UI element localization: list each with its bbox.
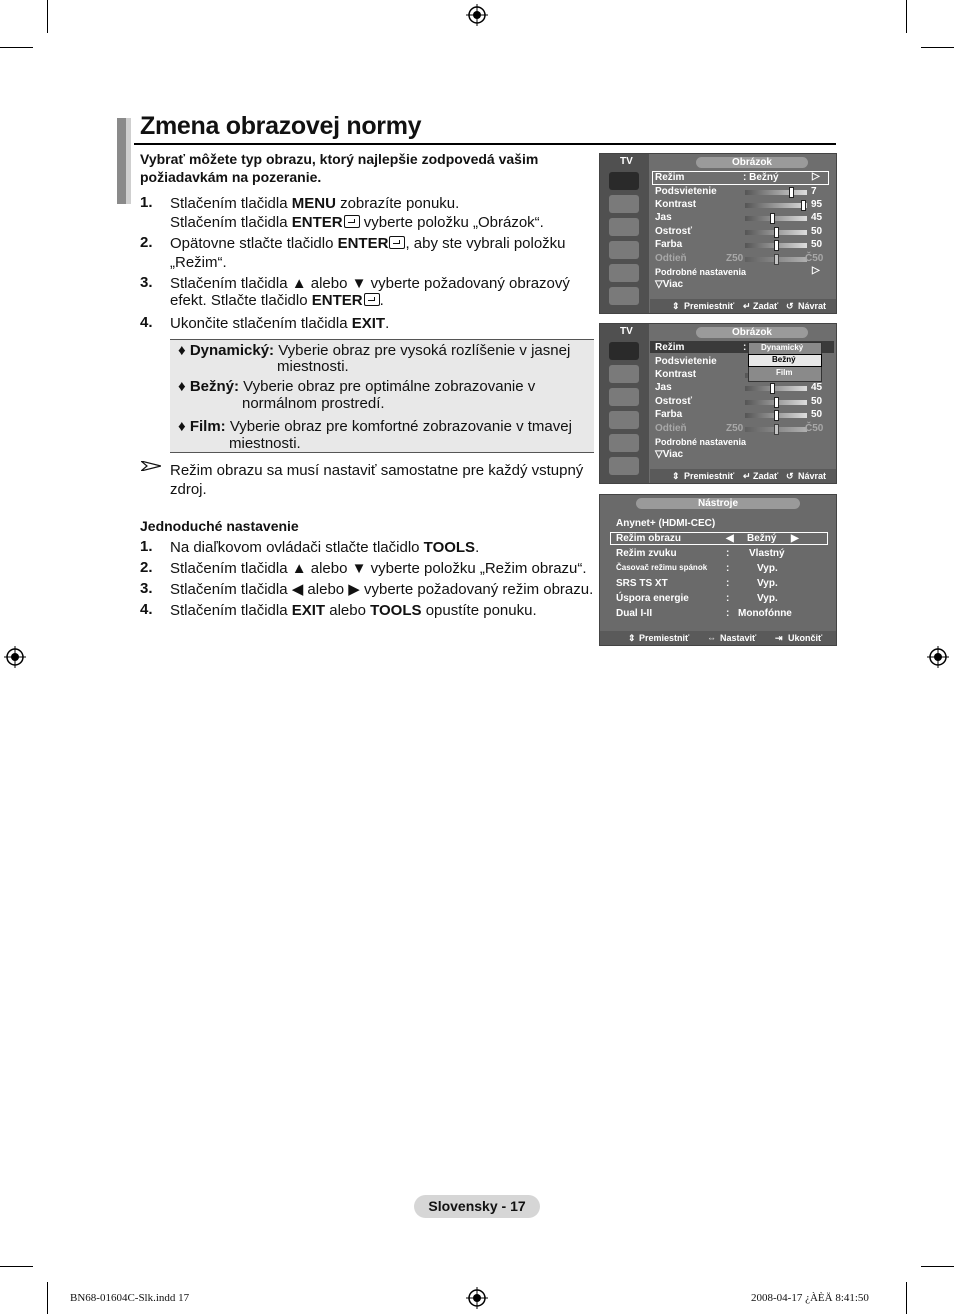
picture-icon [609,172,639,190]
slider-knob [774,254,779,265]
osd-value: 95 [811,199,823,210]
osd-row-tint: Odtieň [655,423,687,434]
key-label: ENTER [311,292,363,309]
footer-move: Premiestniť [684,471,735,481]
key-label: ENTER [337,235,389,252]
tools-value: Bežný [747,533,777,544]
osd-row-tint: Odtieň [655,253,687,264]
osd-tv-label: TV [620,326,633,337]
osd-header: Obrázok [696,157,808,168]
text: opustíte ponuku. [421,602,537,619]
enter-icon [389,236,405,249]
enter-icon [344,215,360,228]
application-icon [609,457,639,475]
footer-back: Návrat [798,301,827,311]
osd-row-contrast[interactable]: Kontrast [655,199,697,210]
mode-film-cont: miestnosti. [229,435,301,452]
osd-mode-value: : Bežný [743,172,779,183]
tools-colon: : [726,563,730,574]
slug-right: 2008-04-17 ¿ÀÈÄ 8:41:50 [751,1292,869,1304]
text: zobrazíte ponuku. [335,195,460,212]
step-1-line1 [170,194,459,213]
osd-tint-left: Z50 [726,423,744,434]
easy-step-2: Stlačením tlačidla ▲ alebo ▼ vyberte položku „Režim obrazu“. [170,560,587,577]
osd-row-more[interactable]: ▽Viac [655,279,684,290]
step-4-line1 [170,314,389,333]
slider-knob[interactable] [774,410,779,421]
left-arrow-icon[interactable]: ◀ [726,533,734,544]
step-2-line1 [170,234,566,253]
osd-slider[interactable] [745,400,807,405]
osd-slider[interactable] [745,216,807,221]
footer-enter: Zadať [753,471,779,481]
step-3-line1: Stlačením tlačidla ▲ alebo ▼ vyberte požadovaný obrazový [170,275,570,292]
text: Ukončite stlačením tlačidla [170,315,352,332]
channel-icon [609,218,639,236]
text: , aby ste vybrali položku [405,235,566,252]
tools-row-srs[interactable]: SRS TS XT [616,578,668,589]
mode-label: ♦ Bežný: [178,378,239,395]
slug-left: BN68-01604C-Slk.indd 17 [70,1292,190,1304]
crop-mark [921,47,954,48]
page-number: Slovensky - 17 [414,1195,540,1218]
slider-knob[interactable] [789,187,794,198]
tools-value: Vyp. [757,578,778,589]
osd-value: 45 [811,212,823,223]
adjust-icon: ⇔ [707,633,716,643]
text: Na diaľkovom ovládači stlačte tlačidlo [170,539,424,556]
tools-value: Monofónne [738,608,792,619]
dropdown-option-dynamic[interactable]: Dynamický [761,343,804,352]
crop-mark [47,1282,48,1314]
mode-dynamic [178,341,570,360]
key-label: TOOLS [423,539,476,556]
exit-icon: ⇥ [775,633,783,643]
osd-tint-right: Č50 [805,423,824,434]
slider-knob[interactable] [770,213,775,224]
return-icon: ↺ [786,301,794,311]
application-icon [609,287,639,305]
mode-label: ♦ Film: [178,418,226,435]
slider-knob[interactable] [770,383,775,394]
input-icon [609,434,639,452]
osd-tools-menu [599,494,837,646]
right-arrow-icon[interactable]: ▶ [791,533,799,544]
slider-knob[interactable] [801,200,806,211]
crop-mark [0,1266,33,1267]
footer-enter: Zadať [753,301,779,311]
move-icon: ⇕ [672,471,680,481]
osd-value: 50 [811,409,823,420]
osd-tint-right: Č50 [805,253,824,264]
osd-right-arrow-icon: ▷ [812,171,820,182]
osd-sidebar [600,154,649,313]
step-number: 2. [140,234,153,251]
osd-right-arrow-icon: ▷ [812,265,820,276]
osd-slider [745,427,807,432]
move-icon: ⇕ [628,633,636,643]
osd-slider[interactable] [745,243,807,248]
text: . [475,539,480,556]
tools-colon: : [726,578,730,589]
osd-row-backlight[interactable]: Podsvietenie [655,356,717,367]
text: efekt. Stlačte tlačidlo [170,292,312,309]
step-number: 4. [140,601,153,618]
text: . [385,315,390,332]
tools-header: Nástroje [636,498,800,509]
note-line2: zdroj. [170,481,207,498]
tools-row-anynet[interactable]: Anynet+ (HDMI-CEC) [616,518,716,529]
intro-text: Vybrať môžete typ obrazu, ktorý najlepšie zodpovedá vašim požiadavkám na pozeranie. [140,151,539,185]
tools-colon: : [726,548,730,559]
step-2-line2: „Režim“. [170,254,227,271]
tools-row-dual[interactable]: Dual I-II [616,608,653,619]
osd-picture-mode-dropdown [599,323,837,484]
tools-footer [600,631,836,645]
registration-mark-icon [466,1287,488,1309]
osd-row-detailed[interactable]: Podrobné nastavenia [655,437,747,447]
mode-dynamic-cont: miestnosti. [277,358,349,375]
footer-exit: Ukončiť [788,633,823,643]
crop-mark [906,1282,907,1314]
osd-footer [650,469,836,483]
step-1-line2 [170,213,544,232]
return-icon: ↺ [786,471,794,481]
osd-row-backlight[interactable]: Podsvietenie [655,186,717,197]
note-arrow-icon [141,461,161,471]
text: Opätovne stlačte tlačidlo [170,235,338,252]
osd-row-detailed[interactable]: Podrobné nastavenia [655,267,747,277]
crop-mark [47,0,48,33]
dropdown-option-film[interactable]: Film [776,368,793,377]
osd-row-color[interactable]: Farba [655,409,683,420]
easy-step-3: Stlačením tlačidla ◀ alebo ▶ vyberte požadovaný režim obrazu. [170,581,594,598]
osd-row-more[interactable]: ▽Viac [655,449,684,460]
mode-normal-cont: normálnom prostredí. [242,395,385,412]
osd-slider[interactable] [745,386,807,391]
key-label: MENU [291,195,336,212]
osd-slider[interactable] [745,203,807,208]
osd-slider[interactable] [745,230,807,235]
key-label: ENTER [291,214,343,231]
tools-row-energy[interactable]: Úspora energie [616,593,689,604]
tools-value: Vlastný [749,548,785,559]
picture-icon [609,342,639,360]
input-icon [609,264,639,282]
step-number: 1. [140,538,153,555]
osd-slider[interactable] [745,413,807,418]
text: Stlačením tlačidla [170,214,292,231]
page-title: Zmena obrazovej normy [140,112,422,140]
tools-row-sleep-timer[interactable]: Časovač režimu spánok [616,563,708,572]
osd-header: Obrázok [696,327,808,338]
easy-setup-heading: Jednoduché nastavenie [140,518,299,534]
move-icon: ⇕ [672,301,680,311]
setup-icon [609,241,639,259]
osd-row-mode[interactable]: Režim [655,342,685,353]
mode-desc: Vyberie obraz pre komfortné zobrazovanie v tmavej [225,418,572,435]
osd-row-mode[interactable]: Režim [655,172,685,183]
text: vyberte položku „Obrázok“. [359,214,544,231]
text: alebo [325,602,371,619]
osd-row-sharpness[interactable]: Ostrosť [655,396,693,407]
title-rule [134,143,836,145]
easy-step-4 [170,601,537,620]
osd-value: 50 [811,226,823,237]
osd-row-sharpness[interactable]: Ostrosť [655,226,693,237]
mode-label: ♦ Dynamický: [178,342,275,359]
footer-move: Premiestniť [639,633,690,643]
footer-adjust: Nastaviť [720,633,757,643]
slider-knob[interactable] [774,240,779,251]
key-label: EXIT [291,602,326,619]
tools-value: Vyp. [757,593,778,604]
osd-row-brightness[interactable]: Jas [655,382,672,393]
registration-mark-icon [927,646,949,668]
crop-mark [906,0,907,33]
osd-value: 45 [811,382,823,393]
osd-tint-left: Z50 [726,253,744,264]
osd-value: 7 [811,186,817,197]
step-number: 3. [140,274,153,291]
slider-knob[interactable] [774,397,779,408]
title-accent-bar [126,118,131,204]
osd-sidebar [600,324,649,483]
footer-back: Návrat [798,471,827,481]
easy-step-1 [170,538,479,557]
tools-value: Vyp. [757,563,778,574]
tools-row-sound-mode[interactable]: Režim zvuku [616,548,677,559]
enter-icon: ↵ [743,301,751,311]
text: Stlačením tlačidla [170,195,292,212]
crop-mark [0,47,33,48]
registration-mark-icon [466,4,488,26]
mode-desc: Vyberie obraz pre optimálne zobrazovanie v [239,378,536,395]
osd-row-brightness[interactable]: Jas [655,212,672,223]
sound-icon [609,365,639,383]
mode-desc: Vyberie obraz pre vysoká rozlíšenie v jasnej [274,342,571,359]
step-number: 4. [140,314,153,331]
tools-colon: : [726,608,730,619]
text: Stlačením tlačidla [170,602,292,619]
osd-footer [650,299,836,313]
setup-icon [609,411,639,429]
slider-knob[interactable] [774,227,779,238]
dropdown-option-normal[interactable]: Bežný [772,355,796,364]
osd-slider [745,257,807,262]
step-number: 3. [140,580,153,597]
tools-row-picture-mode[interactable]: Režim obrazu [616,533,682,544]
step-3-line2 [170,291,384,310]
channel-icon [609,388,639,406]
sound-icon [609,195,639,213]
crop-mark [921,1266,954,1267]
osd-row-contrast[interactable]: Kontrast [655,369,697,380]
osd-value: 50 [811,239,823,250]
osd-slider[interactable] [745,190,807,195]
text: . [379,292,384,309]
step-number: 1. [140,194,153,211]
enter-icon [364,293,380,306]
enter-icon: ↵ [743,471,751,481]
osd-tv-label: TV [620,156,633,167]
key-label: TOOLS [370,602,422,619]
step-number: 2. [140,559,153,576]
osd-row-color[interactable]: Farba [655,239,683,250]
footer-move: Premiestniť [684,301,735,311]
slider-knob [774,424,779,435]
key-label: EXIT [351,315,386,332]
tools-colon: : [726,593,730,604]
osd-picture-menu [599,153,837,314]
osd-value: 50 [811,396,823,407]
registration-mark-icon [4,646,26,668]
note-line1: Režim obrazu sa musí nastaviť samostatne pre každý vstupný [170,462,584,479]
osd-colon: : [743,342,747,353]
